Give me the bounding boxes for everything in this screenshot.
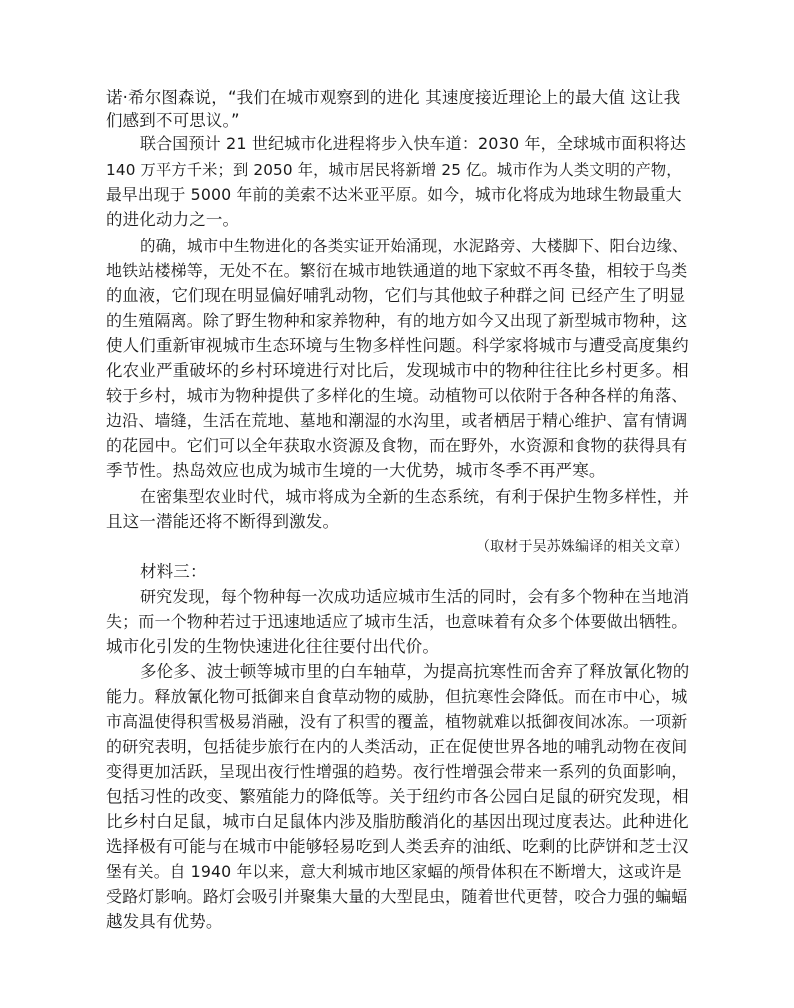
text-line: 140 万平方千米；到 2050 年，城市居民将新增 25 亿。城市作为人类文明的产物，: [106, 161, 682, 179]
text-line: 城市化引发的生物快速进化往往要付出代价。: [106, 637, 439, 656]
text-line: 较于乡村，城市为物种提供了多样化的生境。动植物可以依附于各种各样的角落、: [106, 386, 688, 405]
text-line: 最早出现于 5000 年前的美索不达米亚平原。如今，城市化将成为地球生物最重大: [106, 185, 682, 204]
text-line: 越发具有优势。: [106, 912, 223, 931]
text-line: 受路灯影响。路灯会吸引并聚集大量的大型昆虫，随着世代更替，咬合力强的蝙蝠: [106, 887, 688, 906]
text-line: 化农业严重破坏的乡村环境进行对比后，发现城市中的物种往往比乡村更多。相: [106, 361, 689, 380]
text-line: 变得更加活跃，呈现出夜行性增强的趋势。夜行性增强会带来一系列的负面影响，: [106, 762, 688, 781]
paragraph-start-line: 在密集型农业时代，城市将成为全新的生态系统，有利于保护生物多样性，并: [140, 487, 690, 506]
text-line: 边沿、墙缝，生活在荒地、墓地和潮湿的水沟里，或者栖居于精心维护、富有情调: [106, 411, 688, 430]
text-line: 诺·希尔图森说，“我们在城市观察到的进化 其速度接近理论上的最大值 这让我: [106, 88, 681, 107]
paragraph-start-line: 研究发现，每个物种每一次成功适应城市生活的同时，会有多个物种在当地消: [140, 587, 690, 606]
text-line: 市高温使得积雪极易消融，没有了积雪的覆盖，植物就难以抵御夜间冰冻。一项新: [106, 712, 688, 731]
text-line: 比乡村白足鼠，城市白足鼠体内涉及脂肪酸消化的基因出现过度表达。此种进化: [106, 812, 689, 831]
paragraph-start-line: 联合国预计 21 世纪城市化进程将步入快车道：2030 年，全球城市面积将达: [140, 134, 687, 153]
text-line: 且这一潜能还将不断得到激发。: [106, 512, 340, 531]
text-line: 能力。释放氰化物可抵御来自食草动物的威胁，但抗寒性会降低。而在市中心，城: [106, 687, 688, 706]
section-heading: 材料三：: [140, 562, 207, 581]
text-line: 的进化动力之一。: [106, 210, 240, 229]
text-line: 们感到不可思议。”: [106, 111, 240, 130]
paragraph-start-line: 多伦多、波士顿等城市里的白车轴草，为提高抗寒性而舍弃了释放氰化物的: [140, 662, 690, 681]
text-line: 的血液，它们现在明显偏好哺乳动物，它们与其他蚊子种群之间 已经产生了明显: [106, 286, 686, 305]
text-line: 失；而一个物种若过于迅速地适应了城市生活，也意味着有众多个体要做出牺牲。: [106, 612, 688, 631]
paragraph-start-line: 的确，城市中生物进化的各类实证开始涌现，水泥路旁、大楼脚下、阳台边缘、: [140, 237, 688, 255]
text-line: 的研究表明，包括徒步旅行在内的人类活动，正在促使世界各地的哺乳动物在夜间: [106, 737, 688, 756]
text-line: 的花园中。它们可以全年获取水资源及食物，而在野外，水资源和食物的获得具有: [106, 436, 688, 455]
text-line: 季节性。热岛效应也成为城市生境的一大优势，城市冬季不再严寒。: [106, 461, 606, 480]
source-citation: （取材于吴苏姝编译的相关文章）: [476, 539, 689, 555]
text-line: 包括习性的改变、繁殖能力的降低等。关于纽约市各公园白足鼠的研究发现，相: [106, 787, 689, 806]
text-line: 地铁站楼梯等，无处不在。繁衍在城市地铁通道的地下家蚊不再冬蛰，相较于鸟类: [106, 261, 688, 280]
text-line: 堡有关。自 1940 年以来，意大利城市地区家蝠的颅骨体积在不断增大，这或许是: [106, 862, 682, 881]
text-line: 选择极有可能与在城市中能够轻易吃到人类丢弃的油纸、吃剩的比萨饼和芝士汉: [106, 837, 689, 856]
text-line: 的生殖隔离。除了野生物种和家养物种，有的地方如今又出现了新型城市物种，这: [106, 311, 688, 330]
text-line: 使人们重新审视城市生态环境与生物多样性问题。科学家将城市与遭受高度集约: [106, 336, 689, 355]
